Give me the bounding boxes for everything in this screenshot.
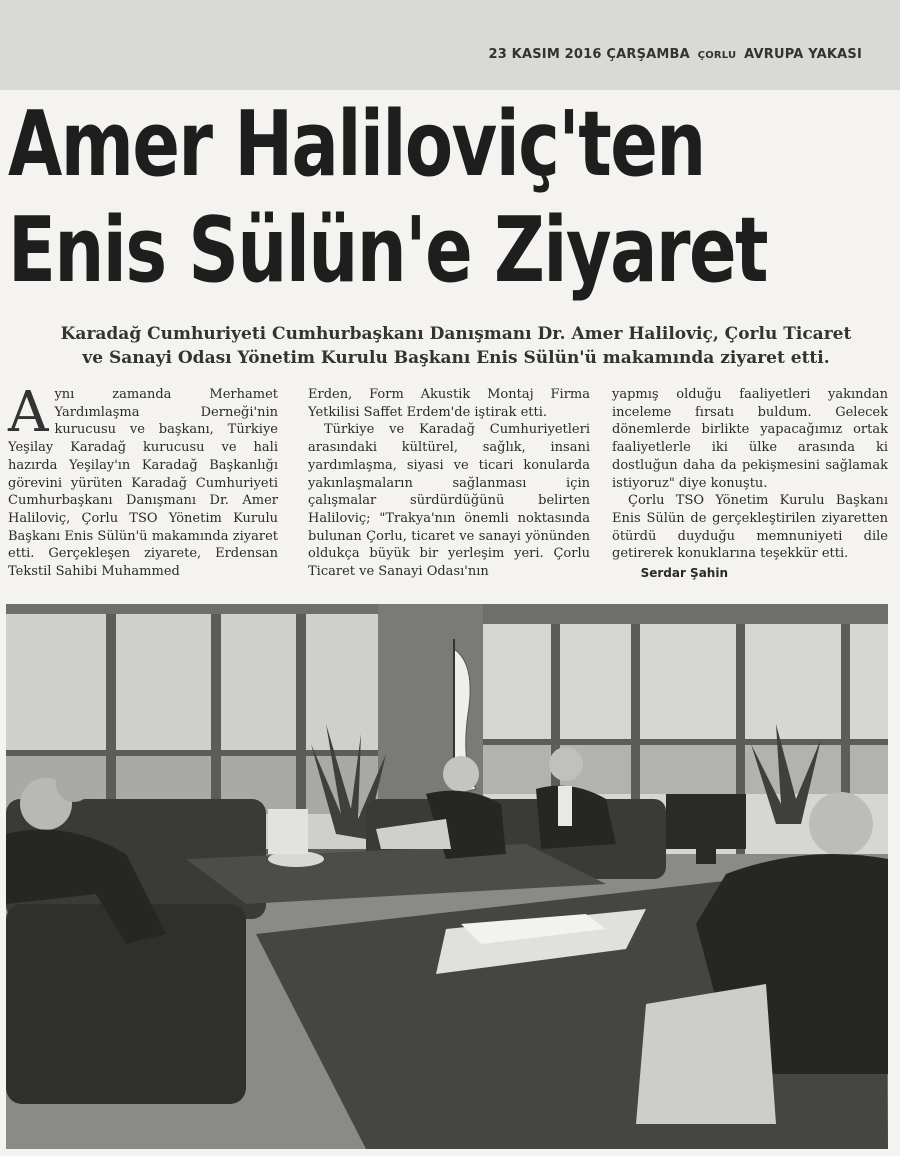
section-name: AVRUPA YAKASI [744, 47, 862, 62]
headline [8, 92, 768, 304]
byline: Serdar Şahin [640, 566, 728, 581]
article-column-2 [308, 386, 590, 581]
issue-date: 23 KASIM 2016 ÇARŞAMBA [488, 47, 690, 62]
section-city: ÇORLU [697, 50, 737, 61]
deck-line-1: Karadağ Cumhuriyeti Cumhurbaşkanı Danışmanı Dr. Amer Haliloviç, Çorlu Ticaret [60, 324, 852, 344]
article-column-3 [612, 386, 888, 583]
column-3-paragraph-2: Çorlu TSO Yönetim Kurulu Başkanı Enis Sülün de gerçekleştirilen ziyaretten ötürdü duyduğu memnuniyeti dile getirerek konuklarına teşekkür etti. [612, 493, 888, 562]
headline-line-1: Amer Haliloviç'ten [8, 92, 705, 197]
office-meeting-illustration [6, 604, 888, 1149]
drop-cap: A [8, 380, 49, 445]
dateline [488, 47, 862, 62]
column-3-paragraph-1: yapmış olduğu faaliyetleri yakından inceleme fırsatı buldum. Gelecek dönemlerde birlikte yapacağımız ortak faaliyetlerle iki ülke arasında ki dostluğun daha da pekişmesini sağlamak istiyoruz" diye konuştu. [612, 387, 888, 491]
article-column-1 [8, 380, 278, 581]
article-body [8, 380, 888, 596]
column-1-text: ynı zamanda Merhamet Yardımlaşma Derneği'nin kurucusu ve başkanı, Türkiye Yeşilay Karadağ kurucusu ve hali hazırda Yeşilay'ın Karadağ Başkanlığı görevini yürüten Karadağ Cumhuriyeti Cumhurbaşkanı Danışmanı Dr. Amer Haliloviç, Çorlu TSO Yönetim Kurulu Başkanı Enis Sülün'ü makamında ziyaret etti. Gerçekleşen ziyarete, Erdensan Tekstil Sahibi Muhammed [8, 387, 278, 580]
column-2-paragraph-1: Erden, Form Akustik Montaj Firma Yetkilisi Saffet Erdem'de iştirak etti. [308, 387, 590, 420]
column-2-paragraph-2: Türkiye ve Karadağ Cumhuriyetleri arasındaki kültürel, sağlık, insani yardımlaşma, siyasi ve ticari konularda yakınlaşmaların sağlanması için çalışmalar sürdürdüğünü belirten Haliloviç; "Trakya'nın önemli noktasında bulunan Çorlu, ticaret ve sanayi yönünden oldukça büyük bir yerleşim yeri. Çorlu Ticaret ve Sanayi Odası'nın [308, 422, 590, 580]
deck-subtitle [16, 322, 896, 370]
headline-line-2: Enis Sülün'e Ziyaret [8, 198, 768, 303]
meeting-photo [6, 604, 888, 1149]
deck-line-2: ve Sanayi Odası Yönetim Kurulu Başkanı Enis Sülün'ü makamında ziyaret etti. [82, 348, 830, 368]
header-band [0, 0, 900, 90]
